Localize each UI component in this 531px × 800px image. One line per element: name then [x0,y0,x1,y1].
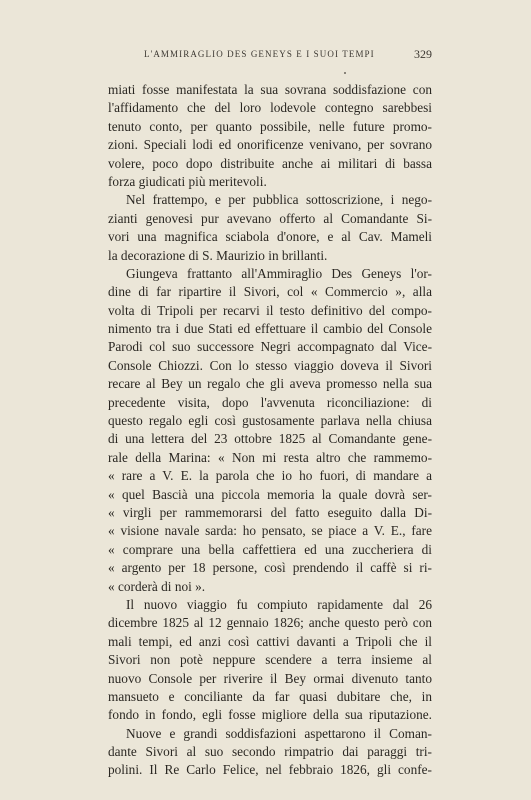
text-line: dine di far ripartire il Sivori, col « Commercio », alla [108,284,432,300]
text-line: Nuove e grandi soddisfazioni aspettarono il Coman- [126,725,432,741]
running-title: L'AMMIRAGLIO DES GENEYS E I SUOI TEMPI [144,49,375,59]
text-line: zioni. Speciali lodi ed onorificenze venivano, per sovrano [108,137,432,153]
text-line: volere, poco dopo distribuite anche ai militari di bassa [108,155,432,171]
text-line: Parodi col suo successore Negri accompagnato dal Vice- [108,339,432,355]
text-line: Nel frattempo, e per pubblica sottoscrizione, i nego- [126,192,432,208]
running-header [108,49,432,63]
text-line: la decorazione di S. Maurizio in brillanti. [108,247,328,263]
text-line: polini. Il Re Carlo Felice, nel febbraio 1826, gli confe- [108,762,432,778]
text-line: Giungeva frattanto all'Ammiraglio Des Geneys l'or- [126,265,432,281]
text-line: nuovo Console per riverire il Bey ormai divenuto tanto [108,670,432,686]
text-line: questo regalo egli così gustosamente parlava nella chiusa [108,413,432,429]
text-line: fondo in fondo, egli fosse migliore della sua riputazione. [108,707,432,723]
text-line: nimento tra i due Stati ed effettuare il cambio del Console [108,321,432,337]
text-line: recare al Bey un regalo che gli aveva promesso nella sua [108,376,432,392]
text-line: precedente visita, dopo l'avvenuta riconciliazione: di [108,394,432,410]
text-line: Il nuovo viaggio fu compiuto rapidamente dal 26 [126,596,432,612]
body-text [108,81,432,780]
text-line: dante Sivori al suo secondo rimpatrio dai paraggi tri- [108,744,432,760]
text-line: « comprare una bella caffettiera ed una zuccheriera di [108,541,432,557]
text-line: Sivori non potè neppure scendere a terra insieme al [108,652,432,668]
text-line: miati fosse manifestata la sua sovrana soddisfazione con [108,82,432,97]
text-line: « visione navale sarda: ho pensato, se piace a V. E., fare [108,523,432,539]
text-line: zianti genovesi pur avevano offerto al Comandante Si- [108,210,432,226]
text-line: vori una magnifica sciabola d'onore, e al Cav. Mameli [108,229,432,245]
page-number: 329 [414,47,432,61]
text-line: di una lettera del 23 ottobre 1825 al Comandante gene- [108,431,432,447]
print-speck [344,72,346,74]
text-line: « rare a V. E. la parola che io ho fuori, di mandare a [108,468,432,484]
text-line: forza giudicati più meritevoli. [108,173,267,189]
text-line: rale della Marina: « Non mi resta altro che rammemo- [108,449,432,465]
text-line: mansueto e conciliante da far quasi dubitare che, in [108,688,432,704]
text-line: « virgli per rammemorarsi del fatto eseguito dalla Di- [108,504,432,520]
text-line: volta di Tripoli per recarvi il testo definitivo del compo- [108,302,432,318]
text-line: « quel Bascià una piccola memoria la quale dovrà ser- [108,486,432,502]
text-line: « argento per 18 persone, così prendendo il caffè si ri- [108,560,432,576]
text-line: dicembre 1825 al 12 gennaio 1826; anche questo però con [108,615,432,631]
text-line: mali tempi, ed anzi così cattivi davanti a Tripoli che il [108,633,432,649]
text-line: tenuto conto, per quanto possibile, nelle future promo- [108,118,432,134]
text-line: Console Chiozzi. Con lo stesso viaggio doveva il Sivori [108,357,432,373]
text-line: l'affidamento che del loro lodevole contegno sarebbesi [108,100,432,116]
text-line: « corderà di noi ». [108,578,206,594]
